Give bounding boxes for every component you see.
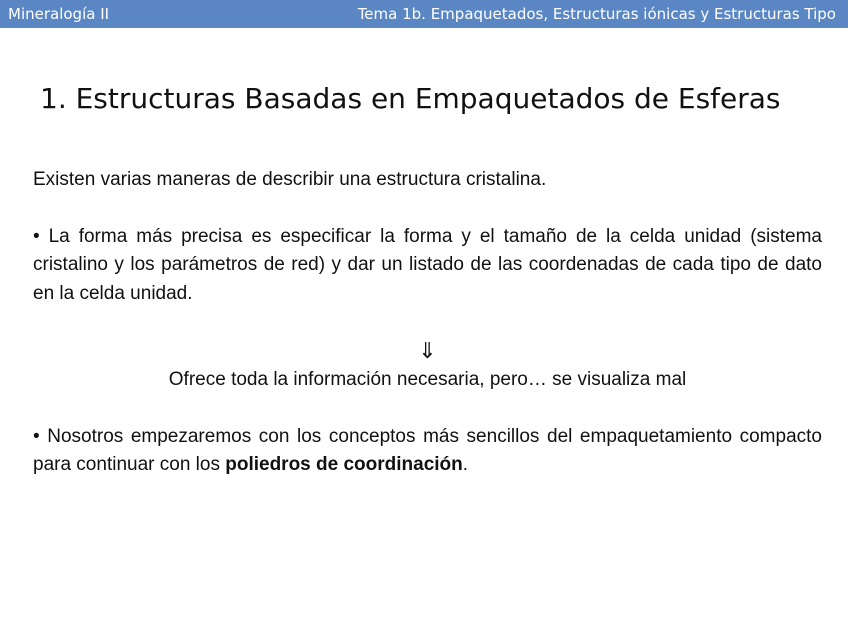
topic-title: Tema 1b. Empaquetados, Estructuras iónicas y Estructuras Tipo [357,5,836,23]
bullet-next-topics [33,423,822,480]
bullet-next-end: . [462,454,469,475]
bullet-next-bold: poliedros de coordinación [225,454,463,475]
slide-title: 1. Estructuras Basadas en Empaquetados de Esferas [40,82,781,115]
course-name: Mineralogía II [8,5,110,23]
bullet-description: • La forma más precisa es especificar la forma y el tamaño de la celda unidad (sistema cristalino y los parámetros de red) y dar un listado de las coordenadas de cada tipo de dato en la celda unidad. [33,225,822,304]
bullet-next-text: • Nosotros empezaremos con los conceptos más sencillos del empaquetamiento compacto para continuar con los [33,425,822,475]
header-bar [0,0,848,28]
intro-text: Existen varias maneras de describir una estructura cristalina. [33,169,547,190]
down-arrow-icon: ⇓ [418,339,437,364]
conclusion-text: Ofrece toda la información necesaria, pero… se visualiza mal [168,369,687,390]
slide-content [33,166,822,480]
